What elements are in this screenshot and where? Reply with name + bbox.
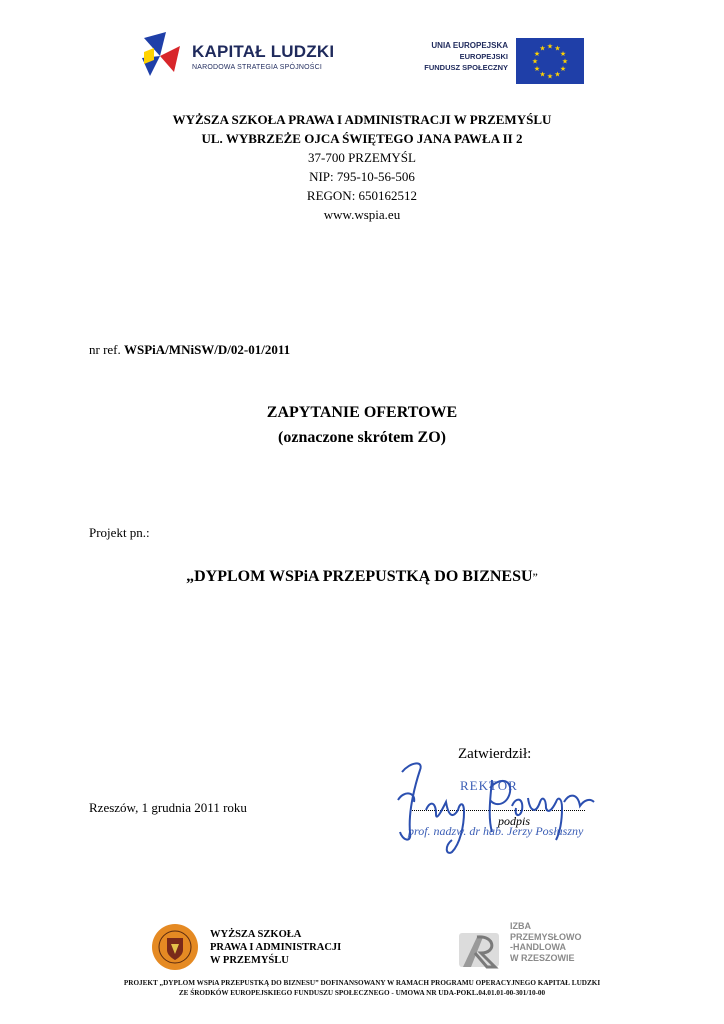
footer-school-line-1: WYŻSZA SZKOŁA (210, 929, 302, 940)
izba-logo-icon (455, 923, 505, 973)
approved-label: Zatwierdził: (458, 746, 532, 762)
eu-star-icon: ★ (546, 42, 554, 51)
institution-regon: REGON: 650162512 (306, 188, 418, 203)
eu-text (424, 40, 508, 73)
stamp-name: prof. nadzw. dr hab. Jerzy Posłuszny (408, 824, 584, 838)
footer-school-line-2: PRAWA I ADMINISTRACJI (210, 942, 342, 953)
institution-www: www.wspia.eu (323, 207, 401, 222)
footer-izba-line-4: W RZESZOWIE (510, 952, 575, 963)
institution-postal: 37-700 PRZEMYŚL (308, 150, 416, 165)
eu-star-icon: ★ (539, 44, 546, 53)
eu-star-icon: ★ (546, 72, 554, 81)
eu-star-icon: ★ (533, 65, 541, 73)
reference-number (89, 342, 290, 358)
footer-school-name (210, 928, 341, 967)
footer-izba-line-3: -HANDLOWA (510, 942, 566, 952)
eu-line-1: UNIA EUROPEJSKA (431, 41, 508, 50)
project-name (0, 568, 724, 586)
eu-star-icon: ★ (561, 57, 569, 66)
footer-project-line-1: PROJEKT „DYPLOM WSPiA PRZEPUSTKĄ DO BIZNESU” DOFINANSOWANY W RAMACH PROGRAMU OPERACYJNEGO KAPITAŁ LUDZKI (123, 979, 601, 987)
reference-label: nr ref. (89, 342, 121, 357)
institution-name: WYŻSZA SZKOŁA PRAWA I ADMINISTRACJI W PRZEMYŚLU (172, 112, 552, 127)
eu-star-icon: ★ (533, 50, 541, 58)
eu-star-icon: ★ (539, 70, 546, 79)
eu-star-icon: ★ (559, 65, 567, 73)
footer-project-info (0, 978, 724, 998)
footer-izba-line-1: IZBA (510, 921, 531, 931)
kapital-ludzki-emblem-icon (140, 28, 188, 80)
institution-nip: NIP: 795-10-56-506 (309, 169, 415, 184)
project-close-quote: ” (532, 570, 538, 584)
project-label: Projekt pn.: (89, 525, 150, 540)
project-name-text: „DYPLOM WSPiA PRZEPUSTKĄ DO BIZNESU (186, 568, 533, 585)
eu-star-icon: ★ (559, 50, 567, 58)
eu-flag-icon (516, 38, 584, 84)
eu-line-2: EUROPEJSKI (459, 52, 508, 61)
date-place: Rzeszów, 1 grudnia 2011 roku (89, 800, 247, 815)
eu-logo (414, 38, 584, 84)
kapital-ludzki-logo (140, 28, 340, 84)
document-title: ZAPYTANIE OFERTOWE (266, 404, 458, 421)
footer-school-line-3: W PRZEMYŚLU (210, 955, 289, 966)
handwritten-signature (380, 740, 610, 880)
reference-value: WSPiA/MNiSW/D/02-01/2011 (124, 342, 291, 357)
eu-line-3: FUNDUSZ SPOŁECZNY (424, 63, 508, 72)
institution-street: UL. WYBRZEŻE OJCA ŚWIĘTEGO JANA PAWŁA II 2 (201, 131, 523, 146)
eu-star-icon: ★ (554, 44, 561, 53)
document-subtitle: (oznaczone skrótem ZO) (278, 429, 446, 446)
footer-project-line-2: ZE ŚRODKÓW EUROPEJSKIEGO FUNDUSZU SPOŁECZNEGO - UMOWA NR UDA-POKL.04.01.01-00-301/10-00 (178, 989, 546, 997)
kapital-ludzki-subtitle: NARODOWA STRATEGIA SPÓJNOŚCI (192, 64, 323, 71)
signature-label: podpis (498, 814, 531, 828)
eu-star-icon: ★ (554, 70, 561, 79)
eu-star-icon: ★ (531, 57, 539, 66)
wspia-emblem-icon (152, 924, 198, 970)
signature-area (380, 740, 610, 880)
kapital-ludzki-title: KAPITAŁ LUDZKI (192, 42, 335, 61)
footer-izba-line-2: PRZEMYSŁOWO (510, 931, 582, 942)
rektor-stamp: REKTOR (460, 778, 518, 793)
footer-izba-name (510, 921, 582, 963)
